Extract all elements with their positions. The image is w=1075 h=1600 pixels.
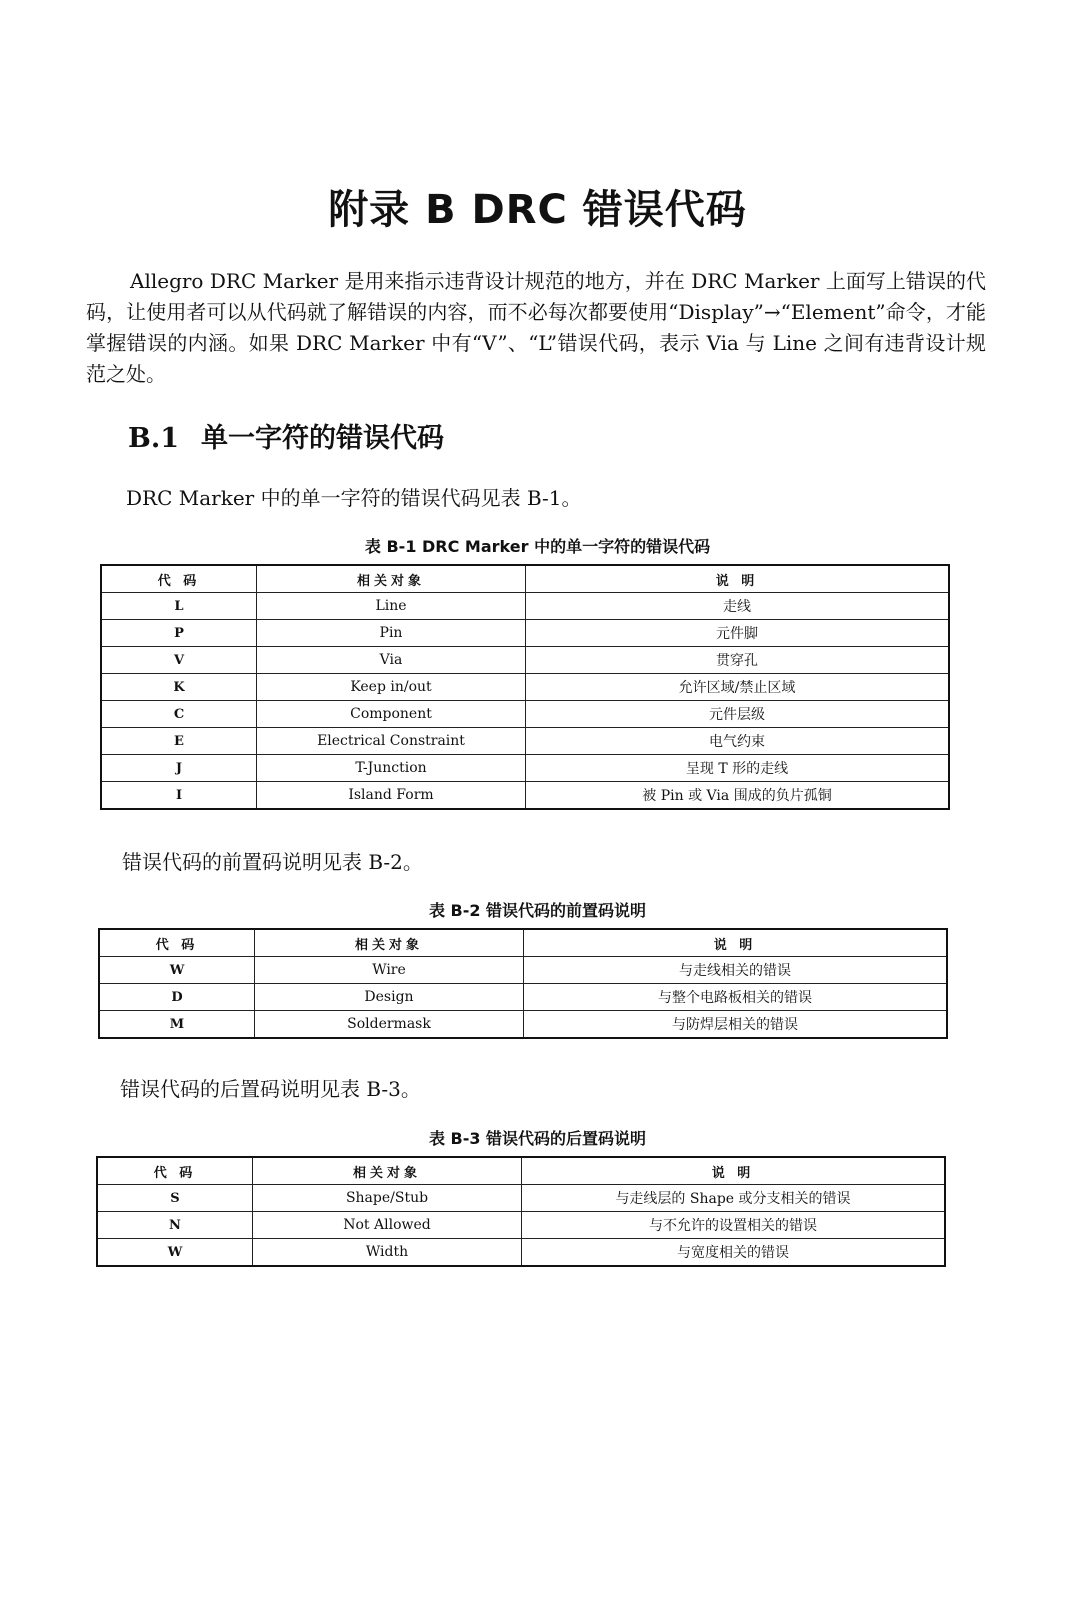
table-b2 (98, 928, 948, 1039)
desc-cell: 与走线相关的错误 (524, 957, 948, 984)
desc-cell: 被 Pin 或 Via 围成的负片孤铜 (526, 782, 950, 810)
table-header-row (97, 1157, 945, 1185)
desc-cell: 与整个电路板相关的错误 (524, 984, 948, 1011)
table-row (101, 593, 949, 620)
section-title: 单一字符的错误代码 (201, 423, 445, 454)
object-cell: Line (257, 593, 526, 620)
desc-cell: 允许区域/禁止区域 (526, 674, 950, 701)
section-heading (128, 416, 444, 455)
table-b1 (100, 564, 950, 810)
table-row (101, 647, 949, 674)
header-object: 相关对象 (255, 929, 524, 957)
desc-cell: 呈现 T 形的走线 (526, 755, 950, 782)
table-header-row (99, 929, 947, 957)
desc-cell: 贯穿孔 (526, 647, 950, 674)
header-code: 代 码 (97, 1157, 253, 1185)
intro-table-b2: 错误代码的前置码说明见表 B-2。 (122, 850, 423, 874)
object-cell: Wire (255, 957, 524, 984)
header-object: 相关对象 (253, 1157, 522, 1185)
code-cell: J (101, 755, 257, 782)
code-cell: W (97, 1239, 253, 1267)
table-row (97, 1185, 945, 1212)
caption-table-b1: 表 B-1 DRC Marker 中的单一字符的错误代码 (364, 537, 711, 556)
header-desc: 说 明 (526, 565, 950, 593)
table-row (99, 1011, 947, 1039)
object-cell: Island Form (257, 782, 526, 810)
desc-cell: 与防焊层相关的错误 (524, 1011, 948, 1039)
header-desc: 说 明 (524, 929, 948, 957)
caption-table-b2: 表 B-2 错误代码的前置码说明 (428, 901, 647, 920)
object-cell: Soldermask (255, 1011, 524, 1039)
object-cell: Via (257, 647, 526, 674)
desc-cell: 元件层级 (526, 701, 950, 728)
paragraph-text: Allegro DRC Marker 是用来指示违背设计规范的地方，并在 DRC Marker 上面写上错误的代码，让使用者可以从代码就了解错误的内容，而不必每次都要使用“Display”→“Element”命令，才能掌握错误的内涵。如果 DRC Marker 中有“V”、“L”错误代码，表示 Via 与 Line 之间有违背设计规范之处。 (86, 269, 986, 386)
desc-cell: 电气约束 (526, 728, 950, 755)
code-cell: K (101, 674, 257, 701)
object-cell: T-Junction (257, 755, 526, 782)
header-code: 代 码 (99, 929, 255, 957)
table-header-row (101, 565, 949, 593)
desc-cell: 与宽度相关的错误 (522, 1239, 946, 1267)
code-cell: N (97, 1212, 253, 1239)
code-cell: M (99, 1011, 255, 1039)
table-row (99, 984, 947, 1011)
table-row (101, 728, 949, 755)
table-row (101, 620, 949, 647)
code-cell: C (101, 701, 257, 728)
code-cell: P (101, 620, 257, 647)
desc-cell: 元件脚 (526, 620, 950, 647)
intro-paragraph (86, 266, 986, 390)
code-cell: D (99, 984, 255, 1011)
code-cell: S (97, 1185, 253, 1212)
table-row (99, 957, 947, 984)
object-cell: Not Allowed (253, 1212, 522, 1239)
table-row (97, 1239, 945, 1267)
object-cell: Width (253, 1239, 522, 1267)
intro-table-b3: 错误代码的后置码说明见表 B-3。 (120, 1077, 421, 1101)
table-row (101, 674, 949, 701)
object-cell: Pin (257, 620, 526, 647)
table-b3 (96, 1156, 946, 1267)
header-code: 代 码 (101, 565, 257, 593)
object-cell: Electrical Constraint (257, 728, 526, 755)
desc-cell: 与走线层的 Shape 或分支相关的错误 (522, 1185, 946, 1212)
desc-cell: 与不允许的设置相关的错误 (522, 1212, 946, 1239)
code-cell: E (101, 728, 257, 755)
code-cell: I (101, 782, 257, 810)
table-row (101, 755, 949, 782)
header-object: 相关对象 (257, 565, 526, 593)
object-cell: Shape/Stub (253, 1185, 522, 1212)
desc-cell: 走线 (526, 593, 950, 620)
table-row (101, 782, 949, 810)
object-cell: Keep in/out (257, 674, 526, 701)
object-cell: Component (257, 701, 526, 728)
page-title: 附录 B DRC 错误代码 (328, 187, 747, 233)
section-number: B.1 (128, 423, 180, 454)
table-row (101, 701, 949, 728)
header-desc: 说 明 (522, 1157, 946, 1185)
code-cell: V (101, 647, 257, 674)
intro-table-b1: DRC Marker 中的单一字符的错误代码见表 B-1。 (126, 486, 582, 510)
code-cell: L (101, 593, 257, 620)
object-cell: Design (255, 984, 524, 1011)
code-cell: W (99, 957, 255, 984)
table-row (97, 1212, 945, 1239)
caption-table-b3: 表 B-3 错误代码的后置码说明 (428, 1129, 647, 1148)
